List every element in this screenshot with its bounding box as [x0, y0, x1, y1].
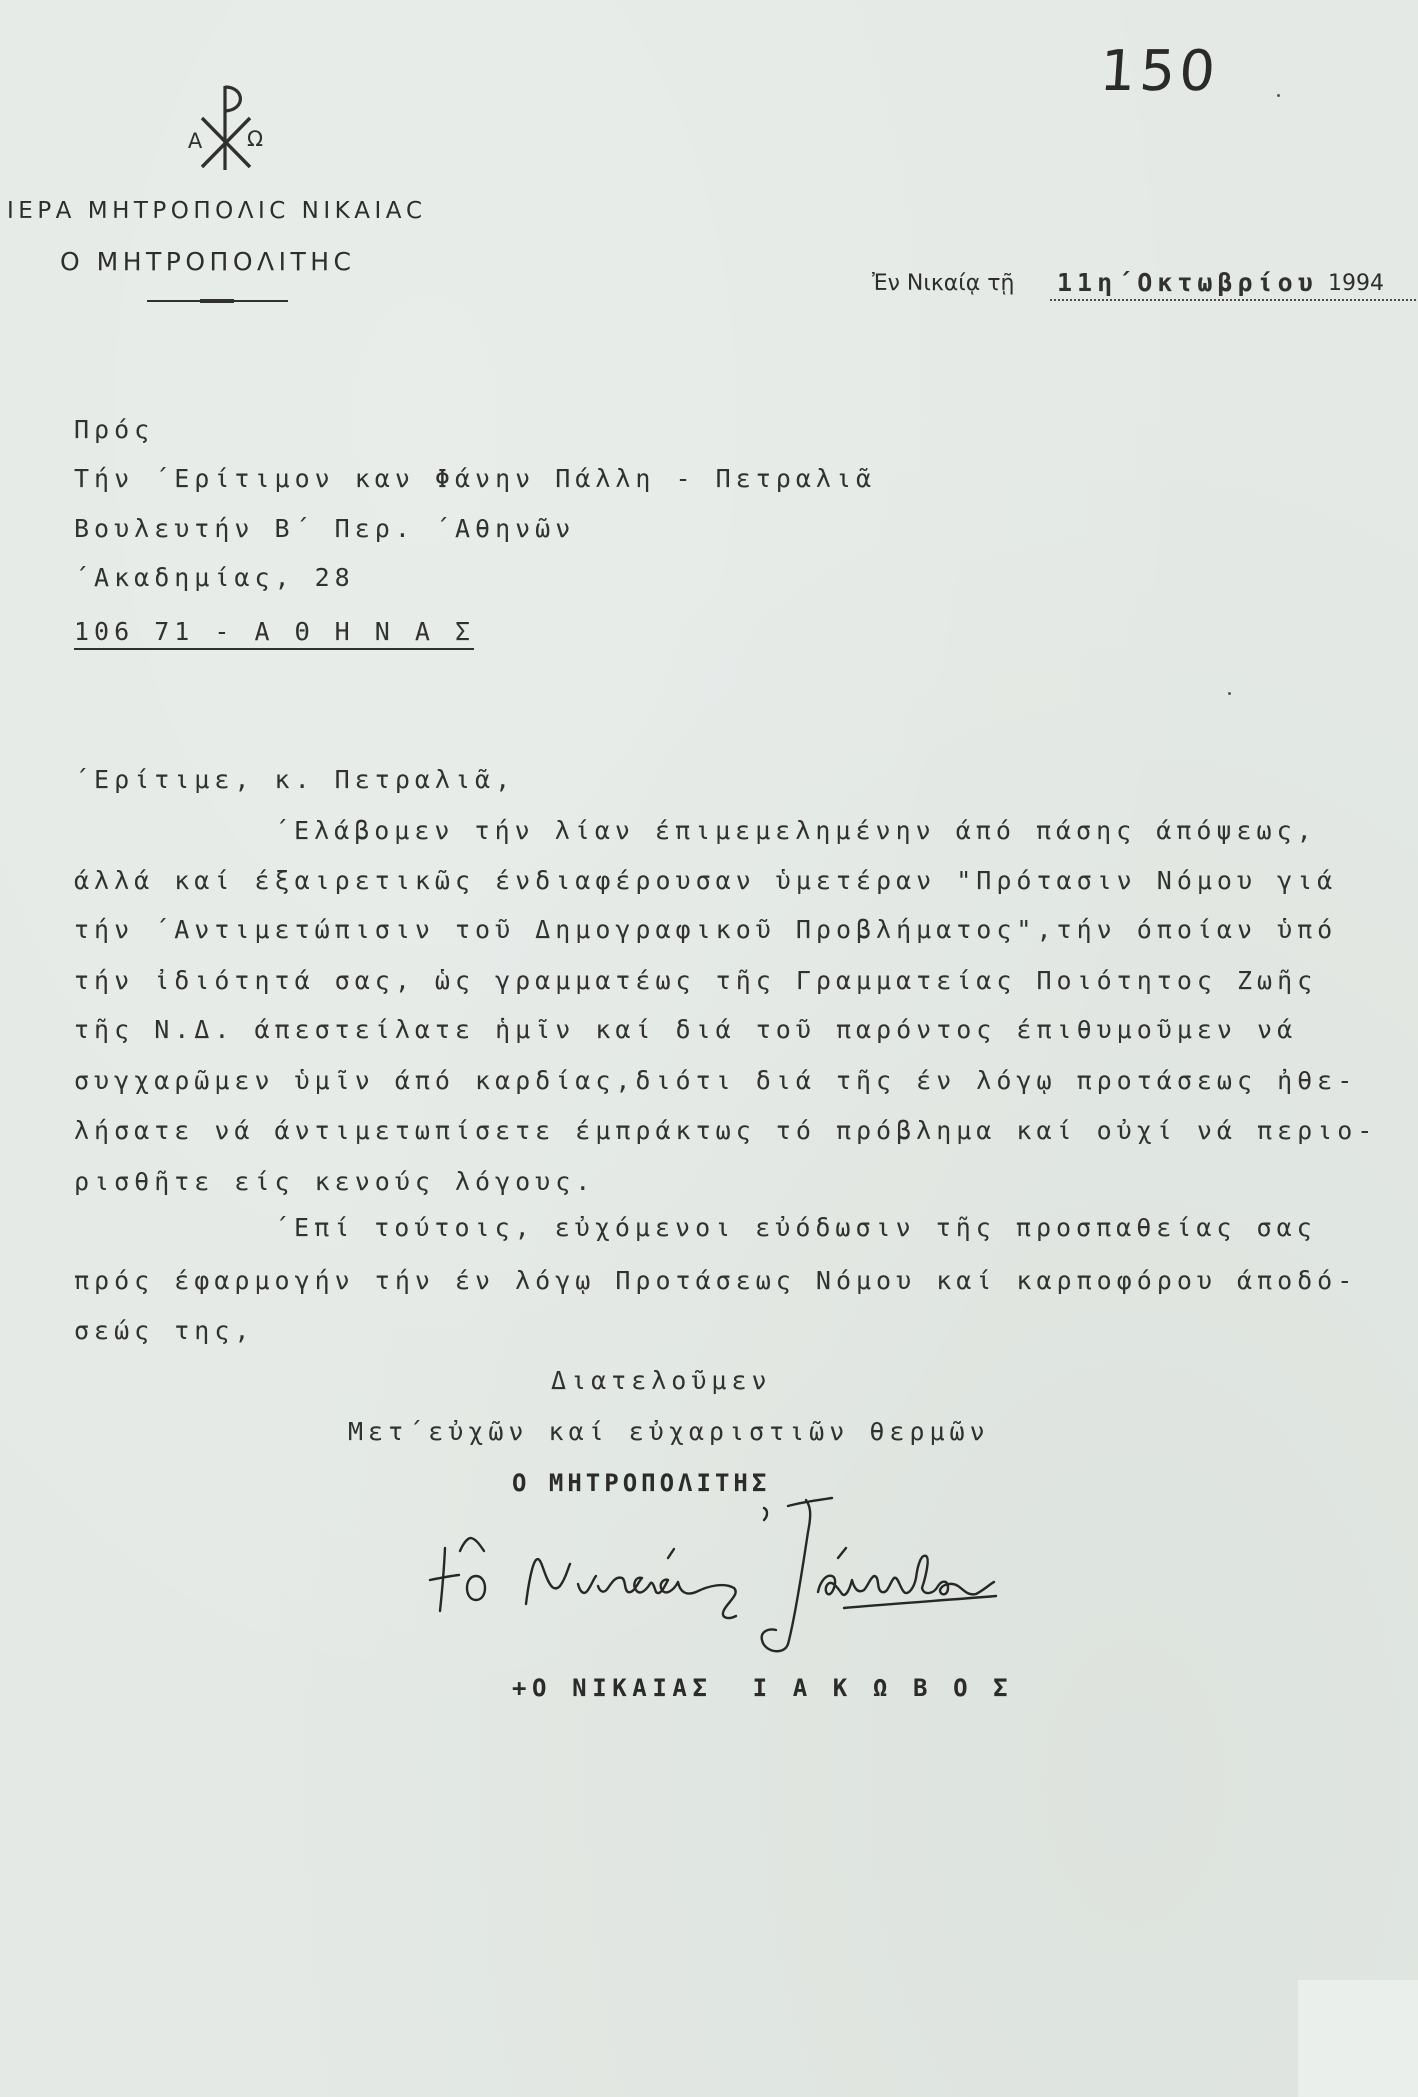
- body-line-6: συγχαρῶμεν ὑμῖν άπό καρδίας,διότι διά τῆς έν λόγῳ προτάσεως ἠθε-: [74, 1066, 1358, 1095]
- body-line-5: τῆς Ν.Δ. άπεστείλατε ἡμῖν καί διά τοῦ παρόντος έπιθυμοῦμεν νά: [74, 1015, 1298, 1044]
- recipient-name: Τήν ΄Ερίτιμον καν Φάνην Πάλλη - Πετραλιᾶ: [74, 464, 877, 493]
- emblem-alpha: Α: [187, 129, 203, 153]
- dateline-day: 11η: [1057, 268, 1118, 297]
- body-line-7: λήσατε νά άντιμετωπίσετε έμπράκτως τό πρόβλημα καί οὐχί νά περιο-: [74, 1116, 1378, 1145]
- closing-line-2: Μετ΄εὐχῶν καί εὐχαριστιῶν θερμῶν: [348, 1417, 990, 1446]
- dateline-year: 1994: [1328, 271, 1384, 296]
- body-line-3: τήν ΄Αντιμετώπισιν τοῦ Δημογραφικοῦ Προβλήματος",τήν όποίαν ὑπό: [74, 915, 1338, 944]
- salutation: ΄Ερίτιμε, κ. Πετραλιᾶ,: [74, 765, 516, 794]
- body-line-4: τήν ἰδιότητά σας, ὡς γραμματέως τῆς Γραμματείας Ποιότητος Ζωῆς: [74, 966, 1318, 995]
- letterhead-metropolis: ΙΕΡΑ ΜΗΤΡΟΠΟΛΙϹ ΝΙΚΑΙΑϹ: [7, 198, 427, 224]
- handwritten-signature: [428, 1492, 1003, 1662]
- dateline-date: [1057, 268, 1318, 298]
- paper-speck: [1277, 94, 1280, 97]
- dateline-month: ΄Οκτωβρίου: [1117, 268, 1318, 297]
- body-line-2: άλλά καί έξαιρετικῶς ένδιαφέρουσαν ὑμετέραν "Πρότασιν Νόμου γιά: [74, 866, 1338, 895]
- letterhead-title: Ο ΜΗΤΡΟΠΟΛΙΤΗϹ: [60, 247, 356, 276]
- recipient-city: 106 71 - Α Θ Η Ν Α Σ: [74, 617, 476, 646]
- body-line-11: σεώς της,: [74, 1316, 255, 1345]
- closing-title: Ο ΜΗΤΡΟΠΟΛΙΤΗΣ: [512, 1469, 771, 1497]
- body-line-1: ΄Ελάβομεν τήν λίαν έπιμεμελημένην άπό πάσης άπόψεως,: [274, 816, 1317, 845]
- page-number: 150: [1097, 39, 1222, 104]
- recipient-city-underline: [74, 648, 474, 650]
- dateline-place: Ἐν Νικαίᾳ τῇ: [872, 271, 1015, 296]
- body-line-9: ΄Επί τούτοις, εὐχόμενοι εὐόδωσιν τῆς προσπαθείας σας: [274, 1213, 1317, 1242]
- chi-rho-emblem-icon: [184, 82, 268, 174]
- recipient-to: Πρός: [74, 415, 155, 444]
- closing-line-1: Διατελοῦμεν: [551, 1366, 772, 1395]
- corner-watermark: [1298, 1980, 1418, 2097]
- dateline-dotted-rule: [1050, 299, 1416, 301]
- paper-speck: [1228, 692, 1231, 695]
- emblem-omega: Ω: [246, 127, 264, 151]
- recipient-street: ΄Ακαδημίας, 28: [74, 563, 355, 592]
- body-line-8: ρισθῆτε είς κενούς λόγους.: [74, 1167, 596, 1196]
- recipient-position: Βουλευτήν Β΄ Περ. ΄Αθηνῶν: [74, 514, 576, 543]
- signatory-name: +Ο ΝΙΚΑΙΑΣ Ι Α Κ Ω Β Ο Σ: [512, 1674, 1014, 1702]
- body-line-10: πρός έφαρμογήν τήν έν λόγῳ Προτάσεως Νόμου καί καρποφόρου άποδό-: [74, 1266, 1358, 1295]
